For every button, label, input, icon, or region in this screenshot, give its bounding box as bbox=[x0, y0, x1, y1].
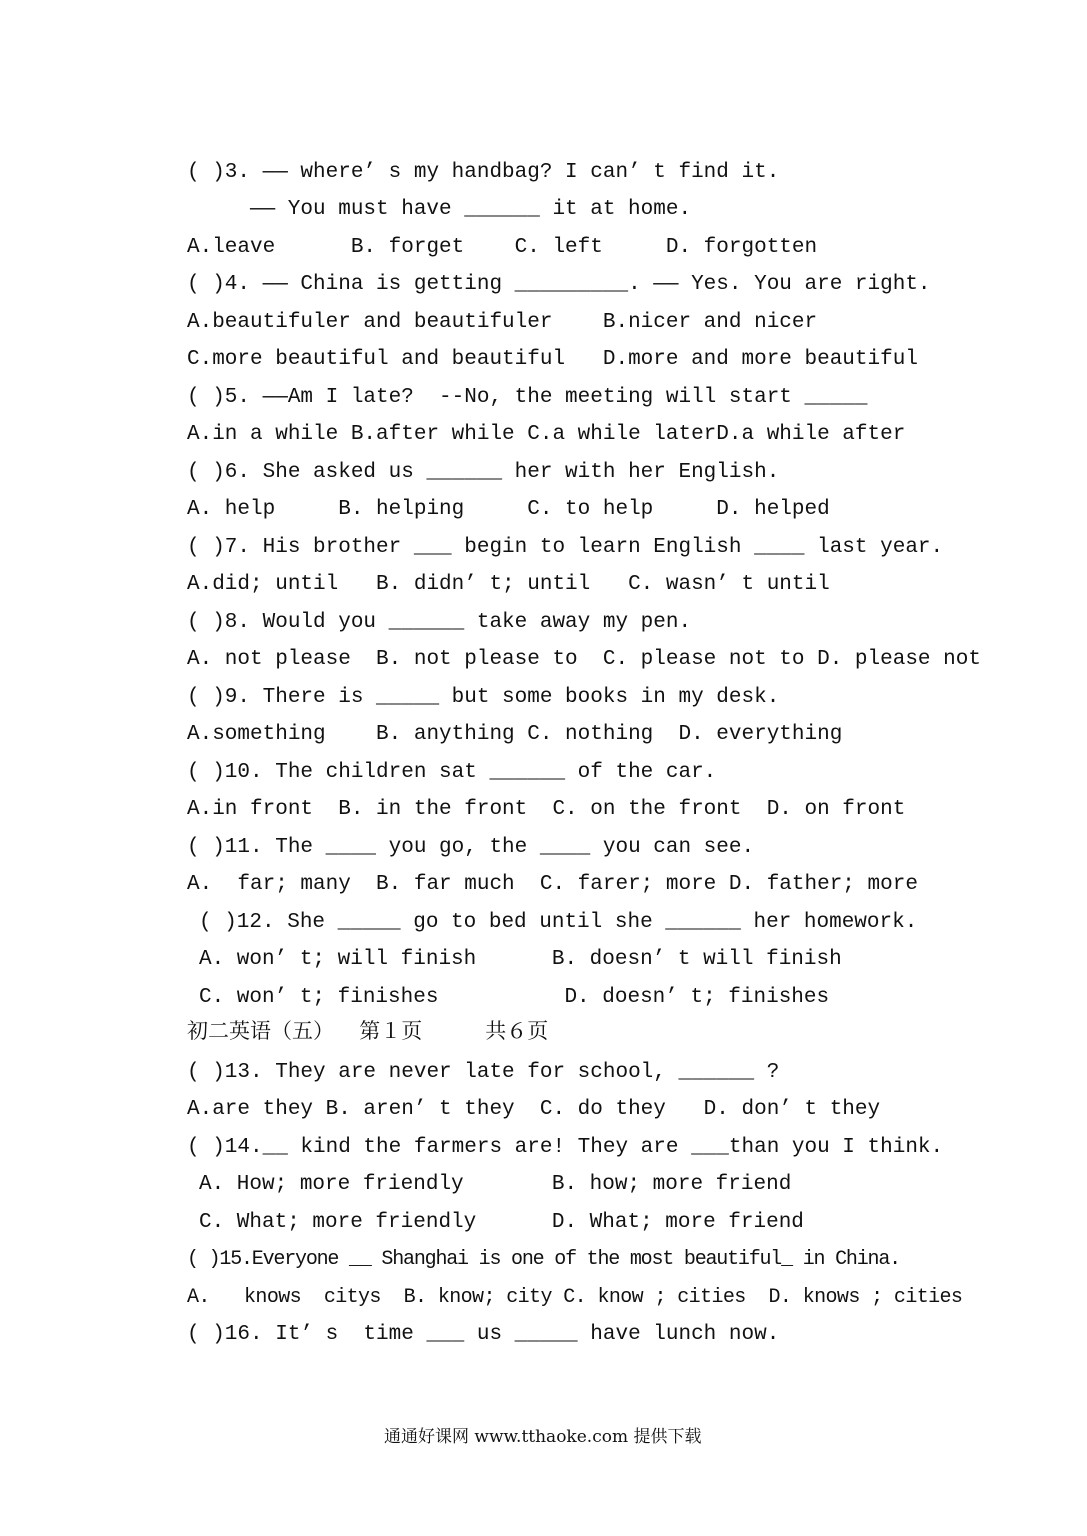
question-3-response: —— You must have ______ it at home. bbox=[250, 198, 692, 221]
question-9: ( )9. There is _____ but some books in my desk. bbox=[187, 686, 780, 709]
question-5-options: A.in a while B.after while C.a while laterD.a while after bbox=[187, 423, 906, 446]
question-13: ( )13. They are never late for school, ______ ? bbox=[187, 1061, 780, 1084]
question-4-options-cd: C.more beautiful and beautiful D.more and more beautiful bbox=[187, 348, 918, 371]
question-10: ( )10. The children sat ______ of the car. bbox=[187, 761, 717, 784]
question-16: ( )16. It’ s time ___ us _____ have lunch now. bbox=[187, 1323, 780, 1346]
question-7-options: A.did; until B. didn’ t; until C. wasn’ t until bbox=[187, 573, 830, 596]
question-3: ( )3. —— where’ s my handbag? I can’ t find it. bbox=[187, 161, 780, 184]
question-5: ( )5. ——Am I late? --No, the meeting will start _____ bbox=[187, 386, 868, 409]
question-14: ( )14.__ kind the farmers are! They are ___than you I think. bbox=[187, 1136, 944, 1159]
question-15-options: A. knows citys B. know; city C. know ; cities D. knows ; cities bbox=[187, 1286, 963, 1309]
question-12-options-ab: A. won’ t; will finish B. doesn’ t will finish bbox=[199, 948, 842, 971]
question-3-options: A.leave B. forget C. left D. forgotten bbox=[187, 236, 818, 259]
page-info: 初二英语（五） 第１页 共６页 bbox=[187, 1022, 549, 1045]
question-6: ( )6. She asked us ______ her with her English. bbox=[187, 461, 780, 484]
question-6-options: A. help B. helping C. to help D. helped bbox=[187, 498, 830, 521]
question-14-options-cd: C. What; more friendly D. What; more friend bbox=[199, 1211, 804, 1234]
question-10-options: A.in front B. in the front C. on the front D. on front bbox=[187, 798, 906, 821]
footer-download-note: 通通好课网 www.tthaoke.com 提供下载 bbox=[384, 1427, 702, 1447]
question-11-options: A. far; many B. far much C. farer; more D. father; more bbox=[187, 873, 918, 896]
question-12: ( )12. She _____ go to bed until she ______ her homework. bbox=[199, 911, 918, 934]
question-12-options-cd: C. won’ t; finishes D. doesn’ t; finishes bbox=[199, 986, 830, 1009]
question-8: ( )8. Would you ______ take away my pen. bbox=[187, 611, 692, 634]
question-13-options: A.are they B. aren’ t they C. do they D. don’ t they bbox=[187, 1098, 881, 1121]
question-7: ( )7. His brother ___ begin to learn English ____ last year. bbox=[187, 536, 944, 559]
question-4-options-ab: A.beautifuler and beautifuler B.nicer and nicer bbox=[187, 311, 818, 334]
question-9-options: A.something B. anything C. nothing D. everything bbox=[187, 723, 843, 746]
question-15: ( )15.Everyone __ Shanghai is one of the most beautiful_ in China. bbox=[187, 1248, 900, 1271]
question-11: ( )11. The ____ you go, the ____ you can see. bbox=[187, 836, 755, 859]
question-8-options: A. not please B. not please to C. please not to D. please not bbox=[187, 648, 981, 671]
question-4: ( )4. —— China is getting _________. —— Yes. You are right. bbox=[187, 273, 931, 296]
question-14-options-ab: A. How; more friendly B. how; more friend bbox=[199, 1173, 792, 1196]
